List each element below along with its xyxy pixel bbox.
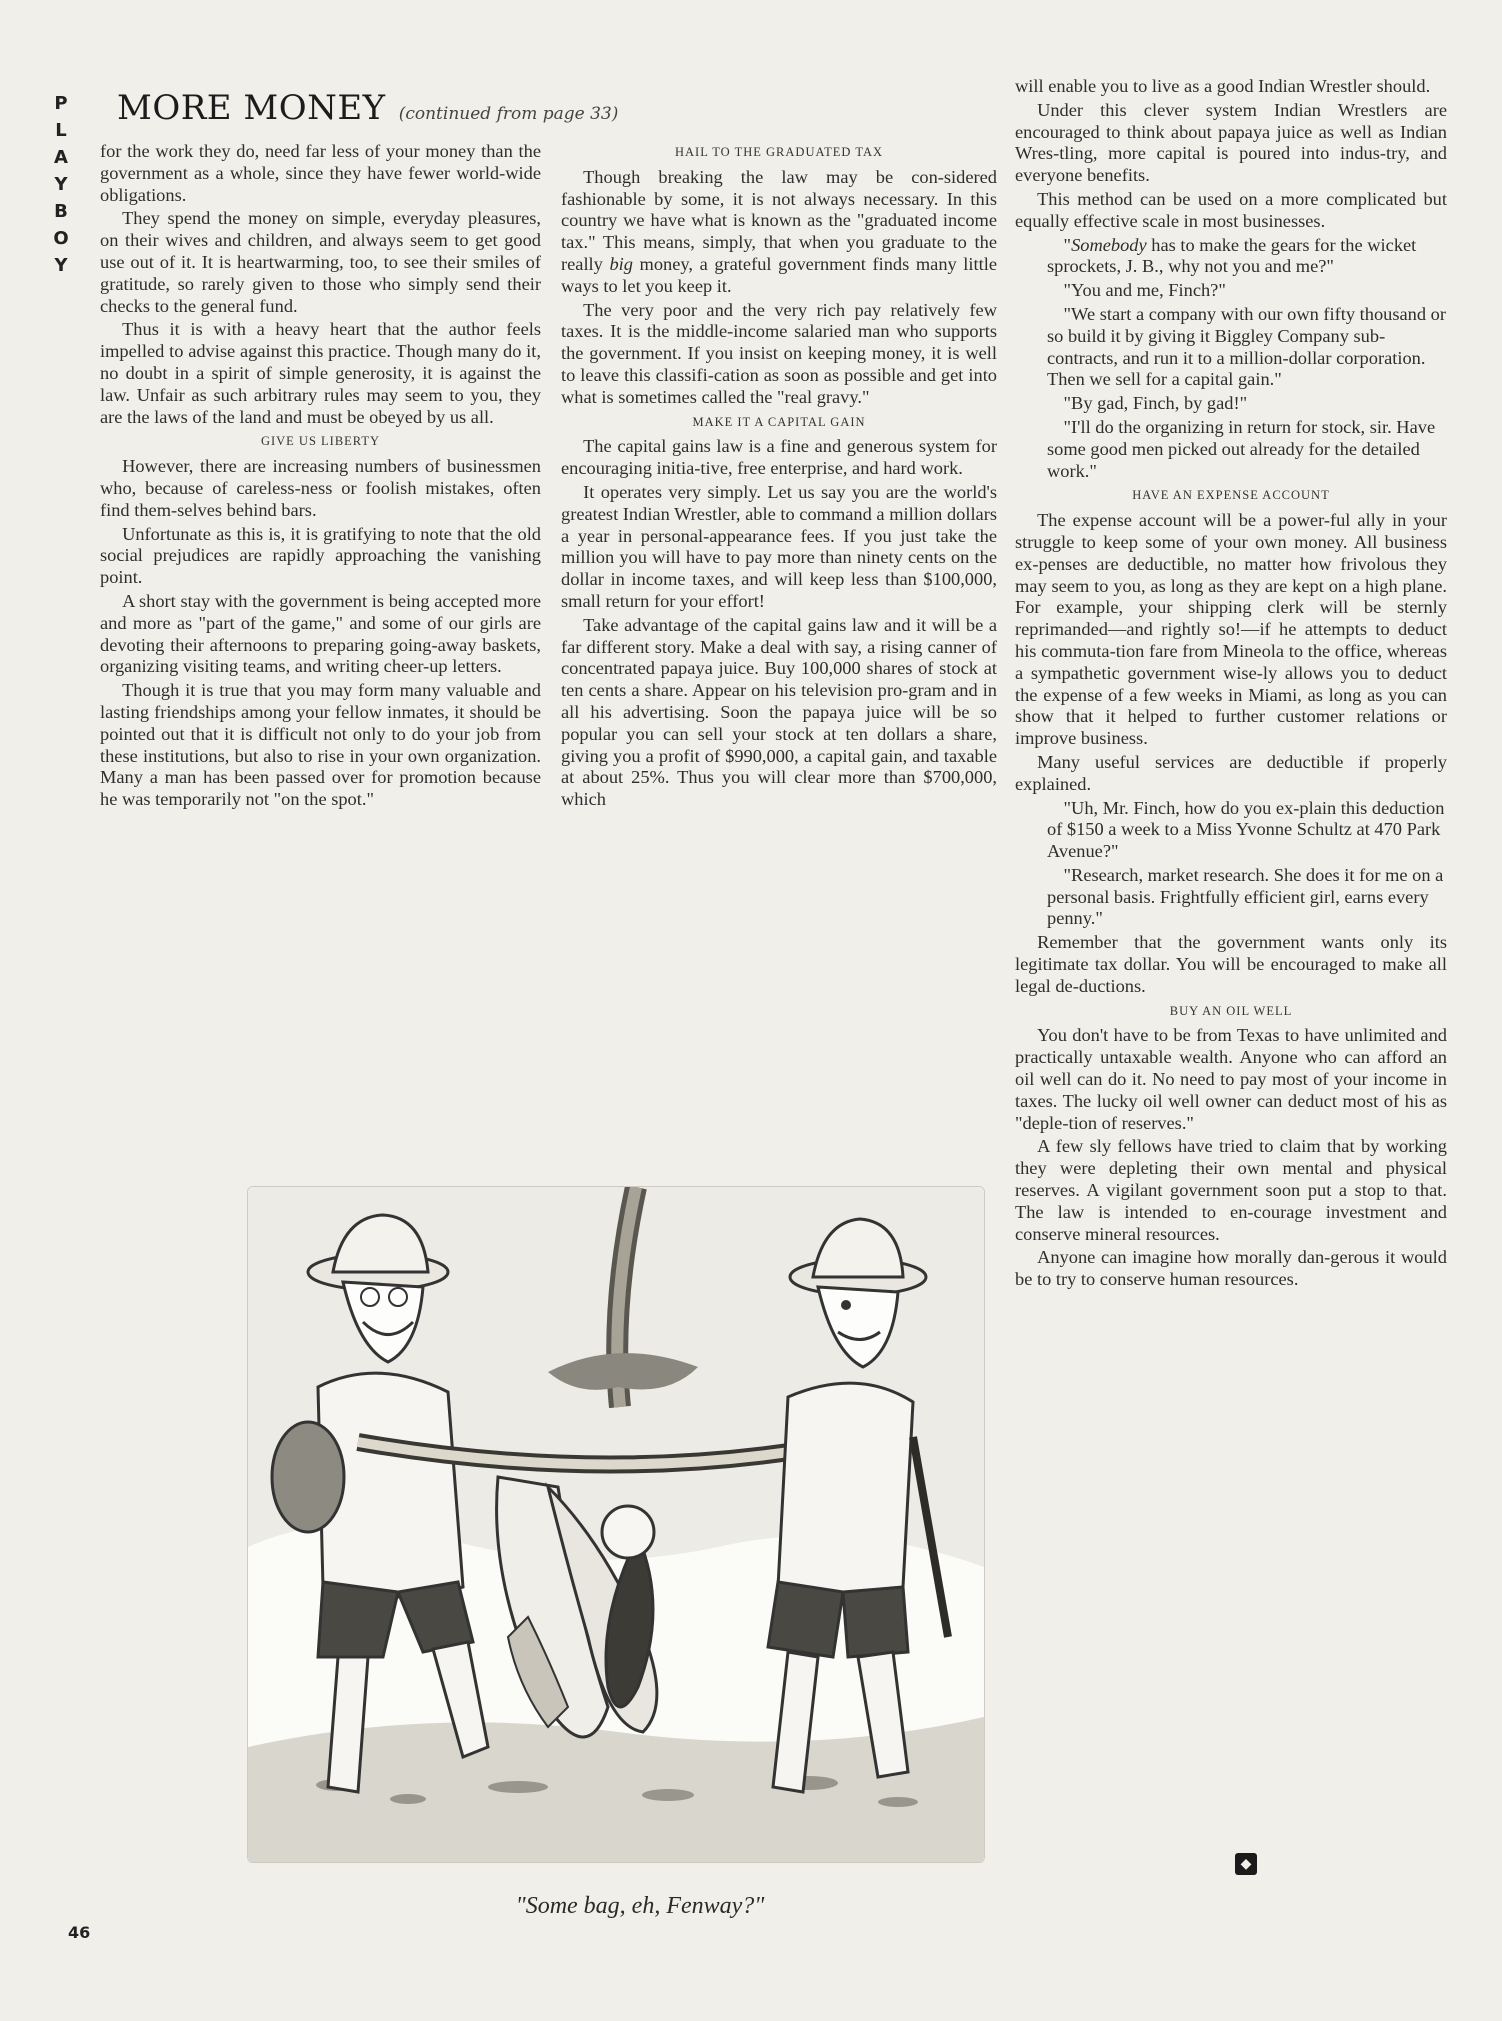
rabbit-head-end-mark-icon: ◆ <box>1235 1853 1257 1875</box>
sidebar-letter: L <box>55 120 67 141</box>
cartoon-caption: "Some bag, eh, Fenway?" <box>515 1893 765 1919</box>
paragraph: Remember that the government wants only its legitimate tax dollar. You will be encouraged to make all legal de-ductions. <box>1015 932 1447 996</box>
paragraph: Many useful services are deductible if properly explained. <box>1015 751 1447 794</box>
paragraph: The expense account will be a power-ful ally in your struggle to keep some of your own money. All business ex-penses are deductible, no matter how frivolous they may seem to you, as long as they are kept on a high plane. For example, your shipping clerk will be sternly reprimanded—and rightly so!—if he attempts to deduct his commuta-tion fare from Mineola to the office, whereas a sympathetic government wise-ly allows you to deduct the expense of a few weeks in Miami, as long as you can show that it helped to further customer relations or improve business. <box>1015 510 1447 749</box>
text-column-2 <box>561 139 997 813</box>
cartoon-illustration <box>247 1186 985 1863</box>
sidebar-letter: Y <box>54 174 68 195</box>
page-number: 46 <box>68 1923 91 1942</box>
article-header <box>117 88 677 128</box>
emphasis: big <box>609 253 633 274</box>
section-heading: BUY AN OIL WELL <box>1169 1003 1293 1018</box>
paragraph: However, there are increasing numbers of businessmen who, because of careless-ness or foolish mistakes, often find them-selves behind bars. <box>100 456 541 520</box>
paragraph: They spend the money on simple, everyday pleasures, on their wives and children, and always seem to get good use out of it. It is heartwarming, too, to see their smiles of gratitude, so rarely given to those who simply send their checks to the general fund. <box>100 208 541 316</box>
text-run: money, a grateful government finds many little ways to let you keep it. <box>561 253 997 296</box>
paragraph: Thus it is with a heavy heart that the author feels impelled to advise against this practice. Though many do it, no doubt in a spirit of simple generosity, it is against the law. Unfair as such arbitrary rules may seem to you, they are the laws of the land and must be obeyed by us all. <box>100 319 541 427</box>
dialogue-line: "You and me, Finch?" <box>1063 280 1226 301</box>
text-column-3 <box>1015 76 1447 1293</box>
paragraph: A few sly fellows have tried to claim that by working they were depleting their own mental and physical reserves. A vigilant government soon put a stop to that. The law is intended to en-courage investment and conserve mineral resources. <box>1015 1136 1447 1244</box>
paragraph: The very poor and the very rich pay relatively few taxes. It is the middle-income salaried man who supports the government. If you insist on keeping money, it is well to leave this classifi-cation as soon as possible and get into what is sometimes called the "real gravy." <box>561 299 997 407</box>
section-heading: GIVE US LIBERTY <box>260 434 381 449</box>
sidebar-letter: P <box>54 93 68 114</box>
sidebar-letter: B <box>54 201 68 222</box>
paragraph: for the work they do, need far less of your money than the government as a whole, since they have fewer world-wide obligations. <box>100 141 541 205</box>
dialogue-line: "We start a company with our own fifty thousand or so build it by giving it Biggley Company sub-contracts, and run it to a million-dollar corporation. Then we sell for a capital gain." <box>1047 303 1446 390</box>
paragraph: will enable you to live as a good Indian Wrestler should. <box>1015 76 1431 96</box>
paragraph: Anyone can imagine how morally dan-gerous it would be to try to conserve human resources. <box>1015 1247 1447 1290</box>
sidebar-letter: Y <box>54 255 68 276</box>
playboy-sidebar-logo <box>50 90 72 279</box>
text-column-1 <box>100 141 541 813</box>
section-heading: MAKE IT A CAPITAL GAIN <box>692 414 866 429</box>
dialogue-line: "Somebody has to make the gears for the wicket sprockets, J. B., why not you and me?" <box>1047 234 1417 277</box>
dialogue-line: "I'll do the organizing in return for stock, sir. Have some good men picked out already for the detailed work." <box>1047 416 1436 481</box>
paragraph: Take advantage of the capital gains law and it will be a far different story. Make a deal with say, a rising canner of concentrated papaya juice. Buy 100,000 shares of stock at ten cents a share. Appear on his television pro-gram and in all his advertising. Soon the papaya juice will be so popular you can sell your stock at ten dollars a share, giving you a profit of $990,000, a capital gain, and taxable at about 25%. Thus you will clear more than $700,000, which <box>561 614 997 810</box>
paragraph: You don't have to be from Texas to have unlimited and practically untaxable wealth. Anyone who can afford an oil well can do it. No need to pay most of your income in taxes. The lucky oil well owner can deduct most of his as "deple-tion of reserves." <box>1015 1025 1447 1133</box>
paragraph <box>561 167 997 298</box>
dialogue-line: "Uh, Mr. Finch, how do you ex-plain this deduction of $150 a week to a Miss Yvonne Schultz at 470 Park Avenue?" <box>1047 797 1445 862</box>
paragraph: Though it is true that you may form many valuable and lasting friendships among your fellow inmates, it should be pointed out that it is difficult not only to do your job from these institutions, but also to rise in your own organization. Many a man has been passed over for promotion because he was temporarily not "on the spot." <box>100 680 541 810</box>
dialogue-line: "Research, market research. She does it for me on a personal basis. Frightfully efficient girl, earns every penny." <box>1047 864 1444 929</box>
dialogue-line: "By gad, Finch, by gad!" <box>1063 393 1248 414</box>
text-run: Though breaking the law may be con-sidered fashionable by some, it is not always necessary. In this country we have what is known as the "graduated income tax." This means, simply, that when you graduate to the really <box>561 166 997 274</box>
cartoon-drawing <box>248 1187 984 1862</box>
paragraph: It operates very simply. Let us say you are the world's greatest Indian Wrestler, able to command a million dollars a year in personal-appearance fees. If you just take the million you will have to pay more than ninety cents on the dollar in income taxes, and will keep less than $100,000, small return for your effort! <box>561 481 997 611</box>
section-heading: HAIL TO THE GRADUATED TAX <box>674 145 884 159</box>
continued-from-note: (continued from page 33) <box>398 104 619 124</box>
paragraph: This method can be used on a more complicated but equally effective scale in most businesses. <box>1015 188 1447 231</box>
sidebar-letter: O <box>53 228 69 249</box>
paragraph: A short stay with the government is being accepted more and more as "part of the game," and some of our girls are devoting their afternoons to preparing going-away baskets, organizing visiting teams, and writing cheer-up letters. <box>100 590 541 677</box>
article-title: MORE MONEY <box>117 88 386 128</box>
sidebar-letter: A <box>54 147 68 168</box>
dialogue-block <box>1047 235 1447 483</box>
emphasis: Somebody <box>1071 234 1147 255</box>
dialogue-block <box>1047 798 1447 931</box>
paragraph: Unfortunate as this is, it is gratifying to note that the old social prejudices are rapidly approaching the vanishing point. <box>100 523 541 588</box>
text-run: has to make the gears for the wicket sprockets, J. B., why not you and me?" <box>1047 234 1417 277</box>
section-heading: HAVE AN EXPENSE ACCOUNT <box>1132 488 1330 503</box>
paragraph: The capital gains law is a fine and generous system for encouraging initia-tive, free enterprise, and hard work. <box>561 436 997 479</box>
paragraph: Under this clever system Indian Wrestlers are encouraged to think about papaya juice as well as Indian Wres-tling, more capital is poured into indus-try, and everyone benefits. <box>1015 99 1447 186</box>
